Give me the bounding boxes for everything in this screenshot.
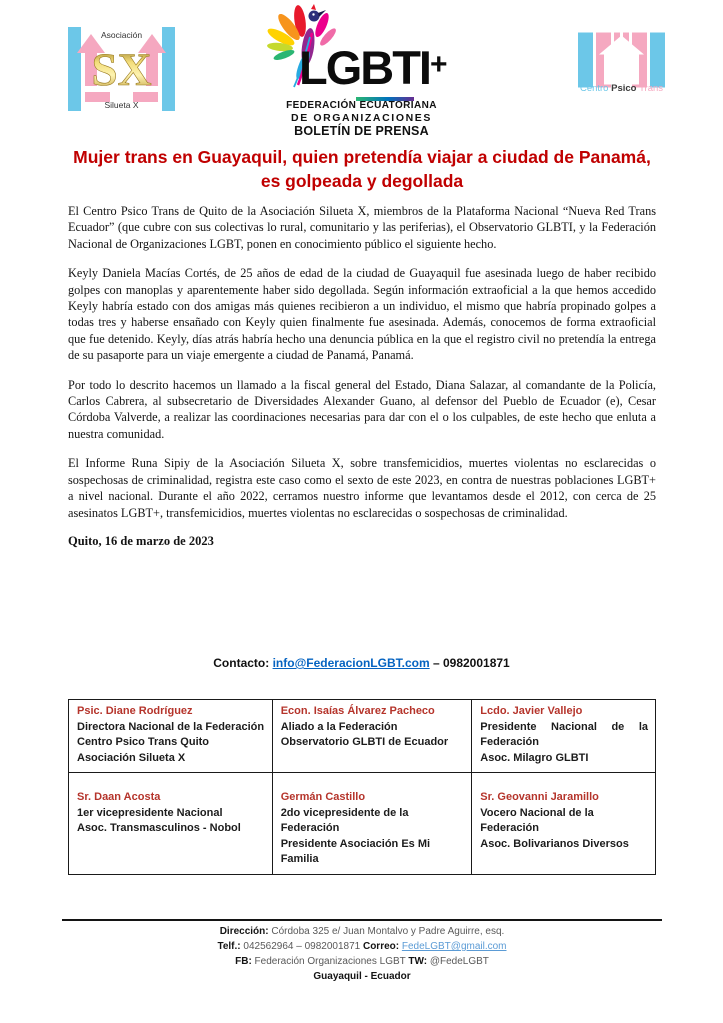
contact-name: Sr. Daan Acosta [77,791,161,803]
contact-org: Asoc. Transmasculinos - Nobol [77,822,241,834]
contact-name: Lcdo. Javier Vallejo [480,705,583,717]
contact-cell-isaias-alvarez [272,700,472,773]
silueta-initials: SX [91,44,152,96]
footer-fb-value: Federación Organizaciones LGBT [251,956,409,967]
contact-name: Sr. Geovanni Jaramillo [480,791,599,803]
footer-phone-value: 042562964 – 0982001871 [240,941,363,952]
footer-phone-label: Telf.: [217,941,241,952]
footer-fb-label: FB: [235,956,252,967]
dateline: Quito, 16 de marzo de 2023 [68,533,214,548]
footer-address-value: Córdoba 325 e/ Juan Montalvo y Padre Aguirre, esq. [268,926,505,937]
paragraph-call-to-authorities: Por todo lo descrito hacemos un llamado a la fiscal general del Estado, Diana Salazar, al comandante de la Policía, Carlos Cabrera, al subsecretario de Diversidades Alexander Guano, al defensor del Pueblo de Ecuador (e), Cesar Córdoba Valverde, a realizar las coordinaciones necesarias para dar con el o los culpables, de este hecho que enluta a nuestra comunidad. [68,377,656,441]
paragraph-case-details: Keyly Daniela Macías Cortés, de 25 años de edad de la ciudad de Guayaquil fue asesinada luego de haber recibido golpes con manoplas y aparentemente haber sido degollada. Según información extraoficial a la que hemos accedido Keyly habría estado con dos amigas más quienes recibieron a un individuo, el mismo que habría propinado golpes a todas tres y haberse ensañado con Keyly quien finalmente fue asesinada. Además, conocemos de forma extraoficial que fue detenido. Keyly, días atrás habría hecho una denuncia pública en la que el registro civil no pretendía la entrega de su pasaporte para un viaje emergente a ciudad de Panamá, Panamá. [68,266,656,363]
contact-email-link[interactable]: info@FederacionLGBT.com [272,656,430,670]
federation-wordmark [299,41,448,94]
contact-cell-geovanni-jaramillo [472,773,656,875]
trans-word: Trans [639,83,664,94]
contact-name: Econ. Isaías Álvarez Pacheco [280,705,435,717]
footer-social-line [62,954,662,969]
contact-role: Federación [480,736,539,748]
federation-name-line2: DE ORGANIZACIONES [291,112,432,124]
contact-org: Presidente Asociación Es Mi Familia [280,837,431,865]
centro-word: Centro [579,83,612,94]
contact-phone: – 0982001871 [429,656,510,670]
document-body [68,146,656,549]
psico-word: Psico [611,83,640,94]
footer-address-label: Dirección: [219,926,269,937]
contact-org: Asoc. Milagro GLBTI [480,751,589,764]
bulletin-heading: BOLETÍN DE PRENSA [294,124,429,138]
table-row [69,773,656,875]
footer [62,919,662,984]
footer-tw-value: @FedeLGBT [427,956,489,967]
contacts-table [68,699,656,875]
contact-cell-javier-vallejo [472,700,656,773]
silueta-org-bottom-label: Silueta X [104,100,139,110]
footer-email-label: Correo: [362,941,402,952]
contact-role: 2do vicepresidente de la Federación [280,806,409,834]
silueta-org-top-label: Asociación [100,30,143,40]
footer-city: Guayaquil - Ecuador [313,971,411,982]
trans-blue-stripe-left [68,27,81,111]
contact-role: Directora Nacional de la Federación [77,720,265,733]
contact-label: Contacto: [213,656,273,670]
paragraph-report-stats: El Informe Runa Sipiy de la Asociación Silueta X, sobre transfemicidios, muertes violentas no esclarecidas o sospechosas de criminalidad, registra este caso como el sexto de este 2023, en contra de nuestras poblaciones LGBT+ a nivel nacional. Durante el año 2022, cerramos nuestro informe que levantamos desde el 2012, con cerca de 25 asesinatos LGBT+, transfemicidios, muertes violentas no esclarecidas o sospechosas de criminalidad. [68,456,656,520]
federation-plus-sign: + [429,48,448,81]
trans-blue-stripe-right [162,27,175,111]
footer-address-line [62,924,662,939]
contact-name: Germán Castillo [280,791,366,803]
contact-line [0,656,723,670]
contact-org: Observatorio GLBTI de Ecuador [280,736,449,748]
footer-phone-line [62,939,662,954]
contact-cell-diane-rodriguez [69,700,273,773]
press-title: Mujer trans en Guayaquil, quien pretendía viajar a ciudad de Panamá, es golpeada y degollada [73,147,651,191]
contact-role: Aliado a la Federación [280,720,398,733]
contact-cell-german-castillo [272,773,472,875]
footer-email-link[interactable]: FedeLGBT@gmail.com [401,941,507,952]
contact-role: Vocero Nacional de la Federación [480,806,594,834]
contact-role: 1er vicepresidente Nacional [77,806,223,819]
federation-acronym: LGBTI [299,41,430,94]
centro-psico-trans-label [578,83,665,94]
table-row [69,700,656,773]
contact-org: Asoc. Bolivarianos Diversos [480,837,629,850]
contact-org: Centro Psico Trans Quito [77,736,210,748]
contact-name: Psic. Diane Rodríguez [77,705,193,717]
paragraph-intro: El Centro Psico Trans de Quito de la Asociación Silueta X, miembros de la Plataforma Nacional “Nueva Red Trans Ecuador” (que cubre con sus colectivas lo rural, comunitario y las periferias), el Observatorio GLBTI, y la Federación Nacional de Organizaciones LGBT, ponen en conocimiento público el siguiente hecho. [68,204,656,251]
contact-org: Asociación Silueta X [77,751,186,764]
federation-name-line1: FEDERACIÓN ECUATORIANA [286,100,437,111]
contact-cell-daan-acosta [69,773,273,875]
footer-tw-label: TW: [408,956,428,967]
contact-role: Presidente Nacional de la [480,720,648,733]
